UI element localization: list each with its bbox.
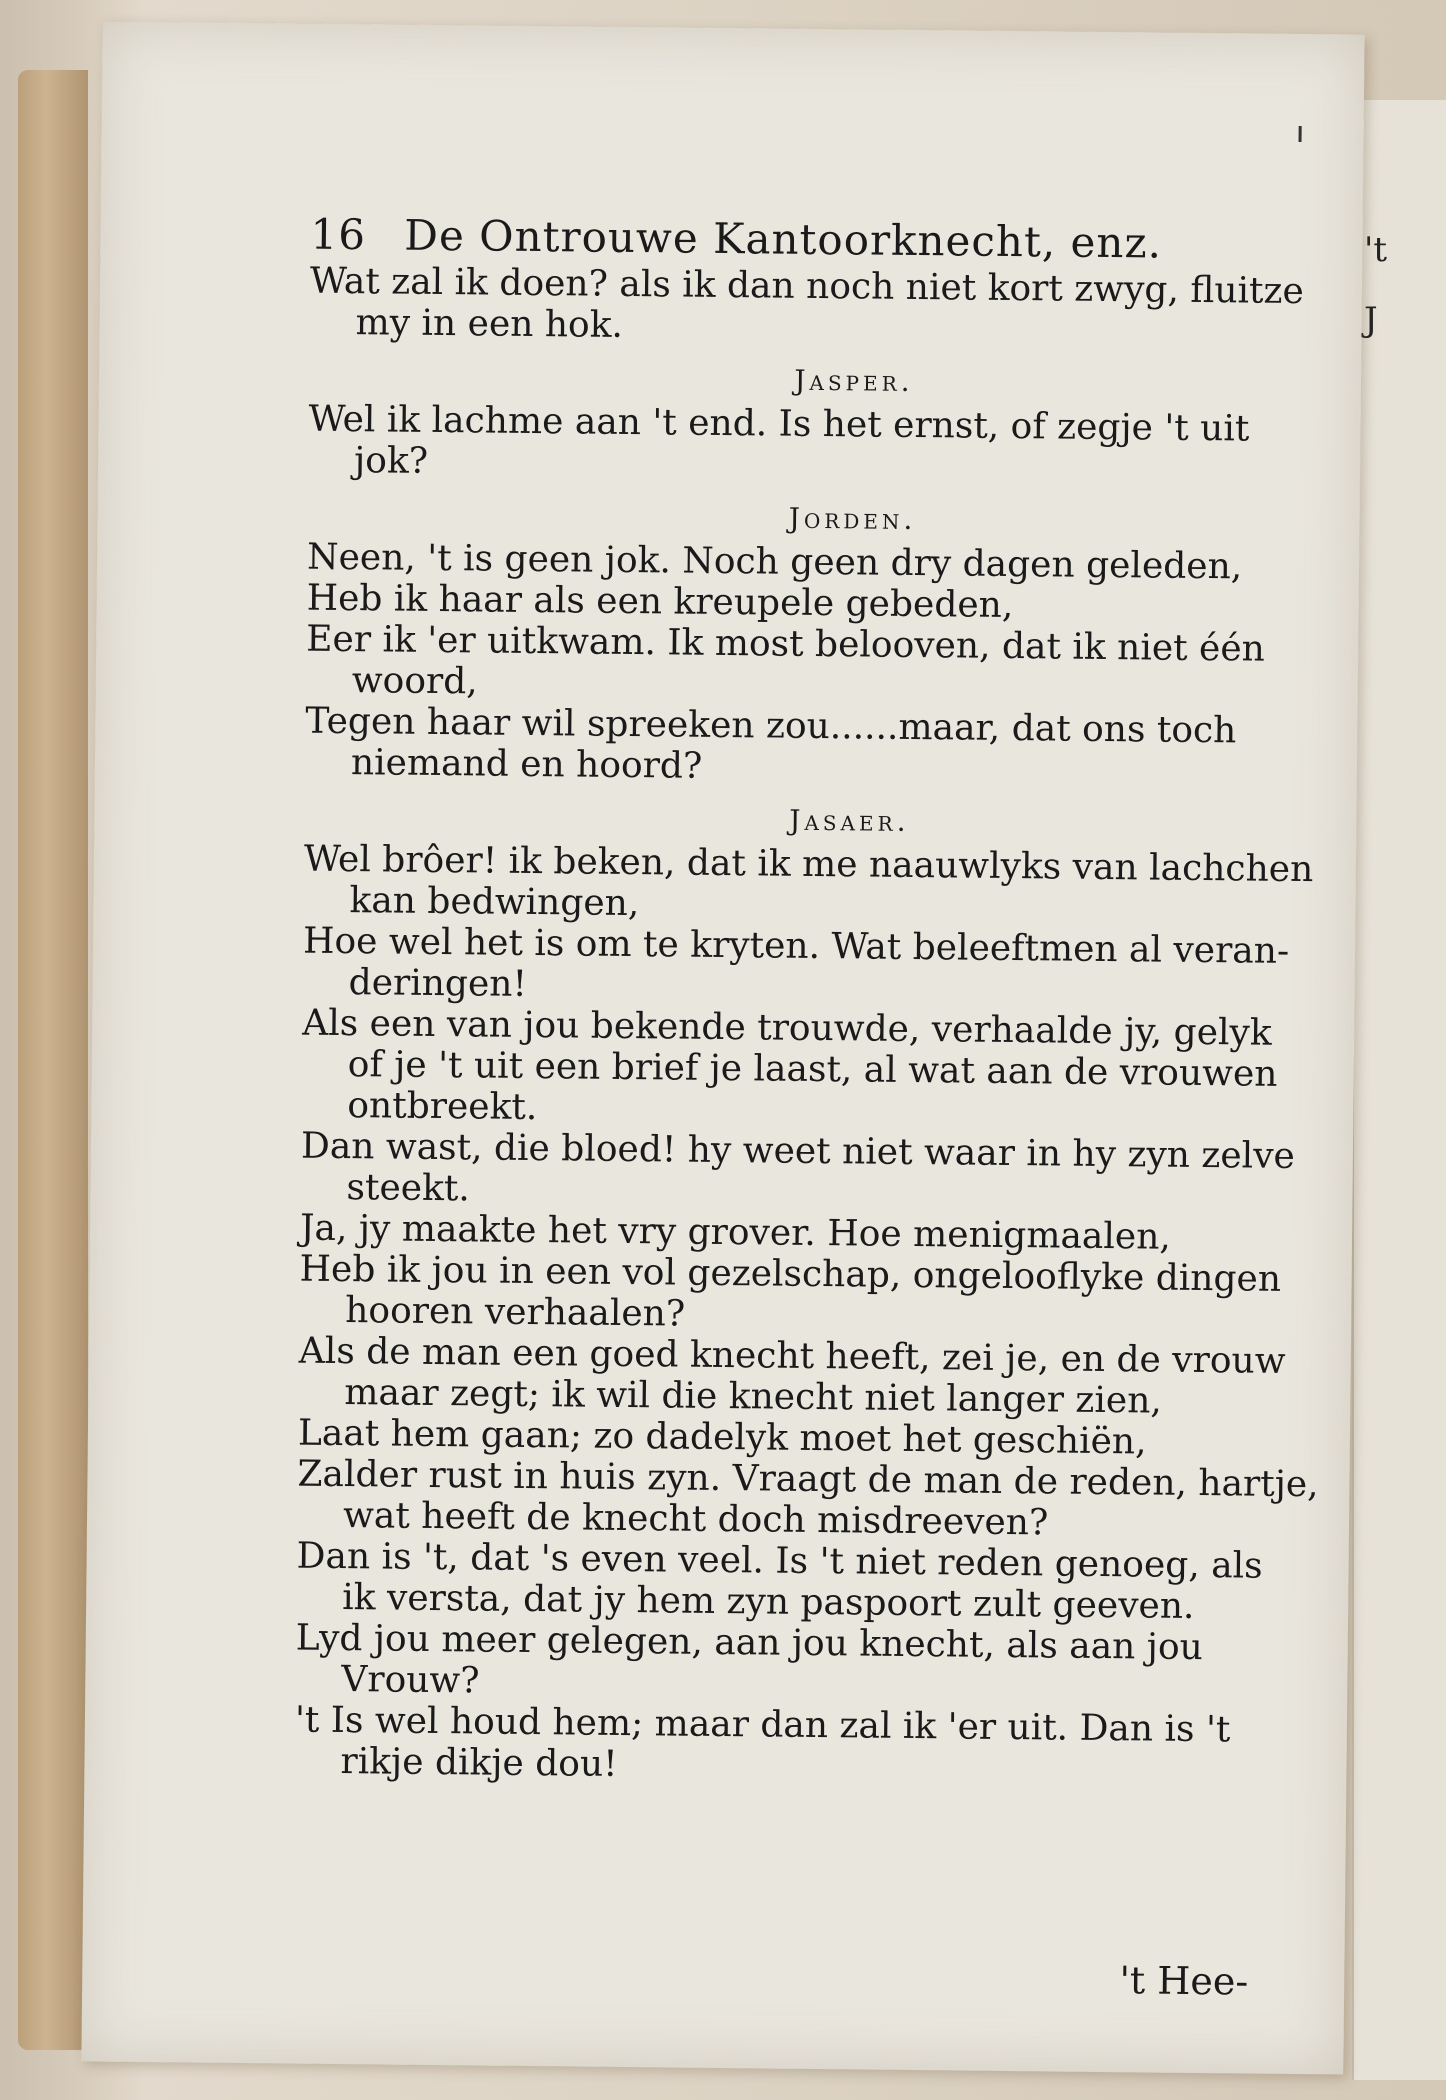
verse-line-continuation: my in een hok. [355, 302, 624, 346]
verse-line: Als de man een goed knecht heeft, zei je, en de vrouw [298, 1330, 1286, 1382]
running-head [310, 210, 1400, 270]
catchword: 't Hee- [1119, 1958, 1249, 2004]
verse-line: Heb ik jou in een vol gezelschap, ongelooflyke dingen [299, 1248, 1282, 1300]
speaker-name: Jasaer. [789, 803, 910, 838]
page-text [294, 210, 1400, 1793]
verse-line: Wel ik lachme aan 't end. Is het ernst, of zegje 't uit [308, 398, 1250, 450]
verse-line: Laat hem gaan; zo dadelyk moet het geschiën, [297, 1412, 1147, 1463]
verse-line: Eer ik 'er uitkwam. Ik most belooven, dat ik niet één [306, 618, 1266, 670]
verse-line: Heb ik haar als een kreupele gebeden, [306, 577, 1014, 627]
verse-line-continuation: ik versta, dat jy hem zyn paspoort zult geeven. [342, 1577, 1195, 1627]
verse-line: Zalder rust in huis zyn. Vraagt de man de reden, hartje, [297, 1453, 1319, 1506]
verse-line: Lyd jou meer gelegen, aan jou knecht, als aan jou [295, 1617, 1204, 1669]
verse-line-continuation: kan bedwingen, [349, 880, 640, 925]
verse-line-continuation: wat heeft de knecht doch misdreeven? [342, 1495, 1049, 1544]
verse-line-continuation: Vrouw? [341, 1659, 480, 1702]
page-number: 16 [310, 209, 367, 260]
verse-line: Wel brôer! ik beken, dat ik me naauwlyks van lachchen [303, 838, 1314, 891]
verse-line: Dan wast, die bloed! hy weet niet waar in hy zyn zelve [300, 1125, 1296, 1177]
verse-line-continuation: deringen! [348, 962, 528, 1005]
page-mark [1299, 126, 1302, 142]
verse-line-continuation: steekt. [346, 1167, 471, 1210]
facing-page-fragment: 't [1364, 230, 1388, 270]
speaker-name: Jasper. [794, 363, 914, 398]
verse-line-continuation: jok? [353, 440, 429, 482]
verse-line: Wat zal ik doen? als ik dan noch niet kort zwyg, fluitze [309, 260, 1305, 313]
verse-line: 't Is wel houd hem; maar dan zal ik 'er uit. Dan is 't [294, 1699, 1231, 1751]
verse-line: Neen, 't is geen jok. Noch geen dry dagen geleden, [306, 536, 1243, 588]
verse-line: Ja, jy maakte het vry grover. Hoe menigmaalen, [299, 1207, 1172, 1258]
verse-line-continuation: maar zegt; ik wil die knecht niet langer zien, [344, 1372, 1163, 1422]
verse-blocks [294, 261, 1400, 1793]
running-title: De Ontrouwe Kantoorknecht, enz. [404, 210, 1163, 268]
verse-line-continuation: of je 't uit een brief je laast, al wat aan de vrouwen [347, 1044, 1278, 1095]
verse-line: Als een van jou bekende trouwde, verhaalde jy, gelyk [302, 1002, 1272, 1054]
book-page [81, 21, 1364, 2074]
book-spine [18, 70, 88, 2050]
facing-page-fragment: J [1364, 300, 1378, 340]
speaker-name: Jorden. [788, 501, 917, 536]
verse-line: Hoe wel het is om te kryten. Wat beleeftmen al veran- [302, 920, 1290, 972]
verse-line-continuation: niemand en hoord? [350, 742, 703, 787]
verse-line: Dan is 't, dat 's even veel. Is 't niet reden genoeg, als [296, 1535, 1263, 1587]
verse-line: Tegen haar wil spreeken zou......maar, dat ons toch [305, 700, 1237, 752]
verse-line-continuation: rikje dikje dou! [340, 1741, 618, 1785]
verse-line-continuation: ontbreekt. [347, 1085, 538, 1129]
verse-line-continuation: woord, [351, 660, 478, 703]
verse-line-continuation: hooren verhaalen? [345, 1290, 686, 1335]
